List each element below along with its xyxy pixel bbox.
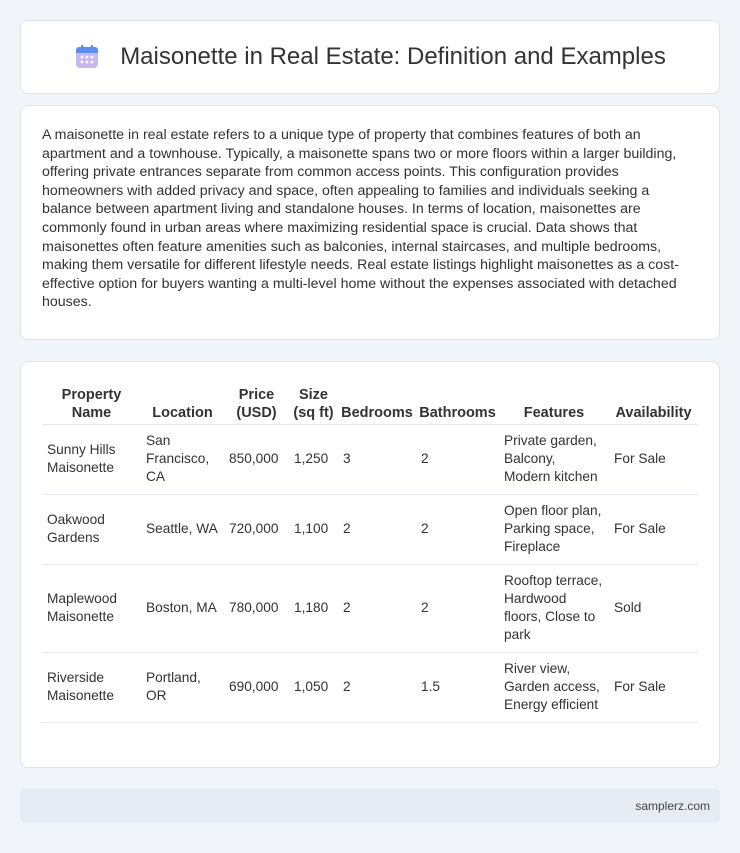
table-cell: Sunny Hills Maisonette [42, 424, 141, 494]
table-cell: 690,000 [224, 652, 289, 722]
column-header: Availability [609, 384, 698, 424]
column-header: Property Name [42, 384, 141, 424]
table-cell: 3 [338, 424, 416, 494]
table-cell: For Sale [609, 424, 698, 494]
column-header: Location [141, 384, 224, 424]
column-header: Bathrooms [416, 384, 499, 424]
table-cell: Oakwood Gardens [42, 494, 141, 564]
header-card [20, 20, 720, 94]
table-cell: For Sale [609, 652, 698, 722]
intro-card [20, 105, 720, 340]
table-cell: 1,100 [289, 494, 338, 564]
table-cell: 850,000 [224, 424, 289, 494]
table-cell: 1,050 [289, 652, 338, 722]
table-cell: For Sale [609, 494, 698, 564]
intro-paragraph: A maisonette in real estate refers to a unique type of property that combines features of both an apartment and a townhouse. Typically, a maisonette spans two or more floors within a larger building, offering private entrances separate from common access points. This configuration provides homeowners with added privacy and space, often appealing to families and individuals seeking a balance between apartment living and standalone houses. In terms of location, maisonettes are commonly found in urban areas where maximizing residential space is crucial. Data shows that maisonettes often feature amenities such as balconies, internal staircases, and multiple bedrooms, making them versatile for different lifestyle needs. Real estate listings highlight maisonettes as a cost-effective option for buyers wanting a multi-level home without the expenses associated with detached houses. [42, 127, 679, 311]
table-cell: Open floor plan, Parking space, Fireplace [499, 494, 609, 564]
table-cell: 2 [416, 564, 499, 652]
table-cell: Riverside Maisonette [42, 652, 141, 722]
table-cell: 2 [416, 494, 499, 564]
table-row [42, 564, 698, 652]
table-cell: Seattle, WA [141, 494, 224, 564]
table-cell: 1.5 [416, 652, 499, 722]
page-title: Maisonette in Real Estate: Definition and Examples [120, 43, 666, 70]
table-row [42, 424, 698, 494]
table-cell: 780,000 [224, 564, 289, 652]
table-cell: 2 [338, 564, 416, 652]
table-cell: Portland, OR [141, 652, 224, 722]
property-table [42, 384, 698, 723]
table-cell: 2 [338, 652, 416, 722]
table-cell: 2 [338, 494, 416, 564]
table-cell: 2 [416, 424, 499, 494]
footer-bar [20, 789, 720, 823]
table-row [42, 652, 698, 722]
footer-brand[interactable]: samplerz.com [635, 799, 710, 813]
table-cell: 720,000 [224, 494, 289, 564]
table-cell: River view, Garden access, Energy efficient [499, 652, 609, 722]
table-row [42, 494, 698, 564]
table-cell: Rooftop terrace, Hardwood floors, Close to park [499, 564, 609, 652]
table-cell: Maplewood Maisonette [42, 564, 141, 652]
column-header: Price (USD) [224, 384, 289, 424]
table-header-row [42, 384, 698, 424]
table-cell: San Francisco, CA [141, 424, 224, 494]
table-cell: 1,250 [289, 424, 338, 494]
column-header: Bedrooms [338, 384, 416, 424]
table-cell: Sold [609, 564, 698, 652]
column-header: Features [499, 384, 609, 424]
calendar-icon [74, 44, 100, 70]
table-card [20, 361, 720, 768]
table-cell: Private garden, Balcony, Modern kitchen [499, 424, 609, 494]
column-header: Size (sq ft) [289, 384, 338, 424]
table-cell: 1,180 [289, 564, 338, 652]
table-cell: Boston, MA [141, 564, 224, 652]
